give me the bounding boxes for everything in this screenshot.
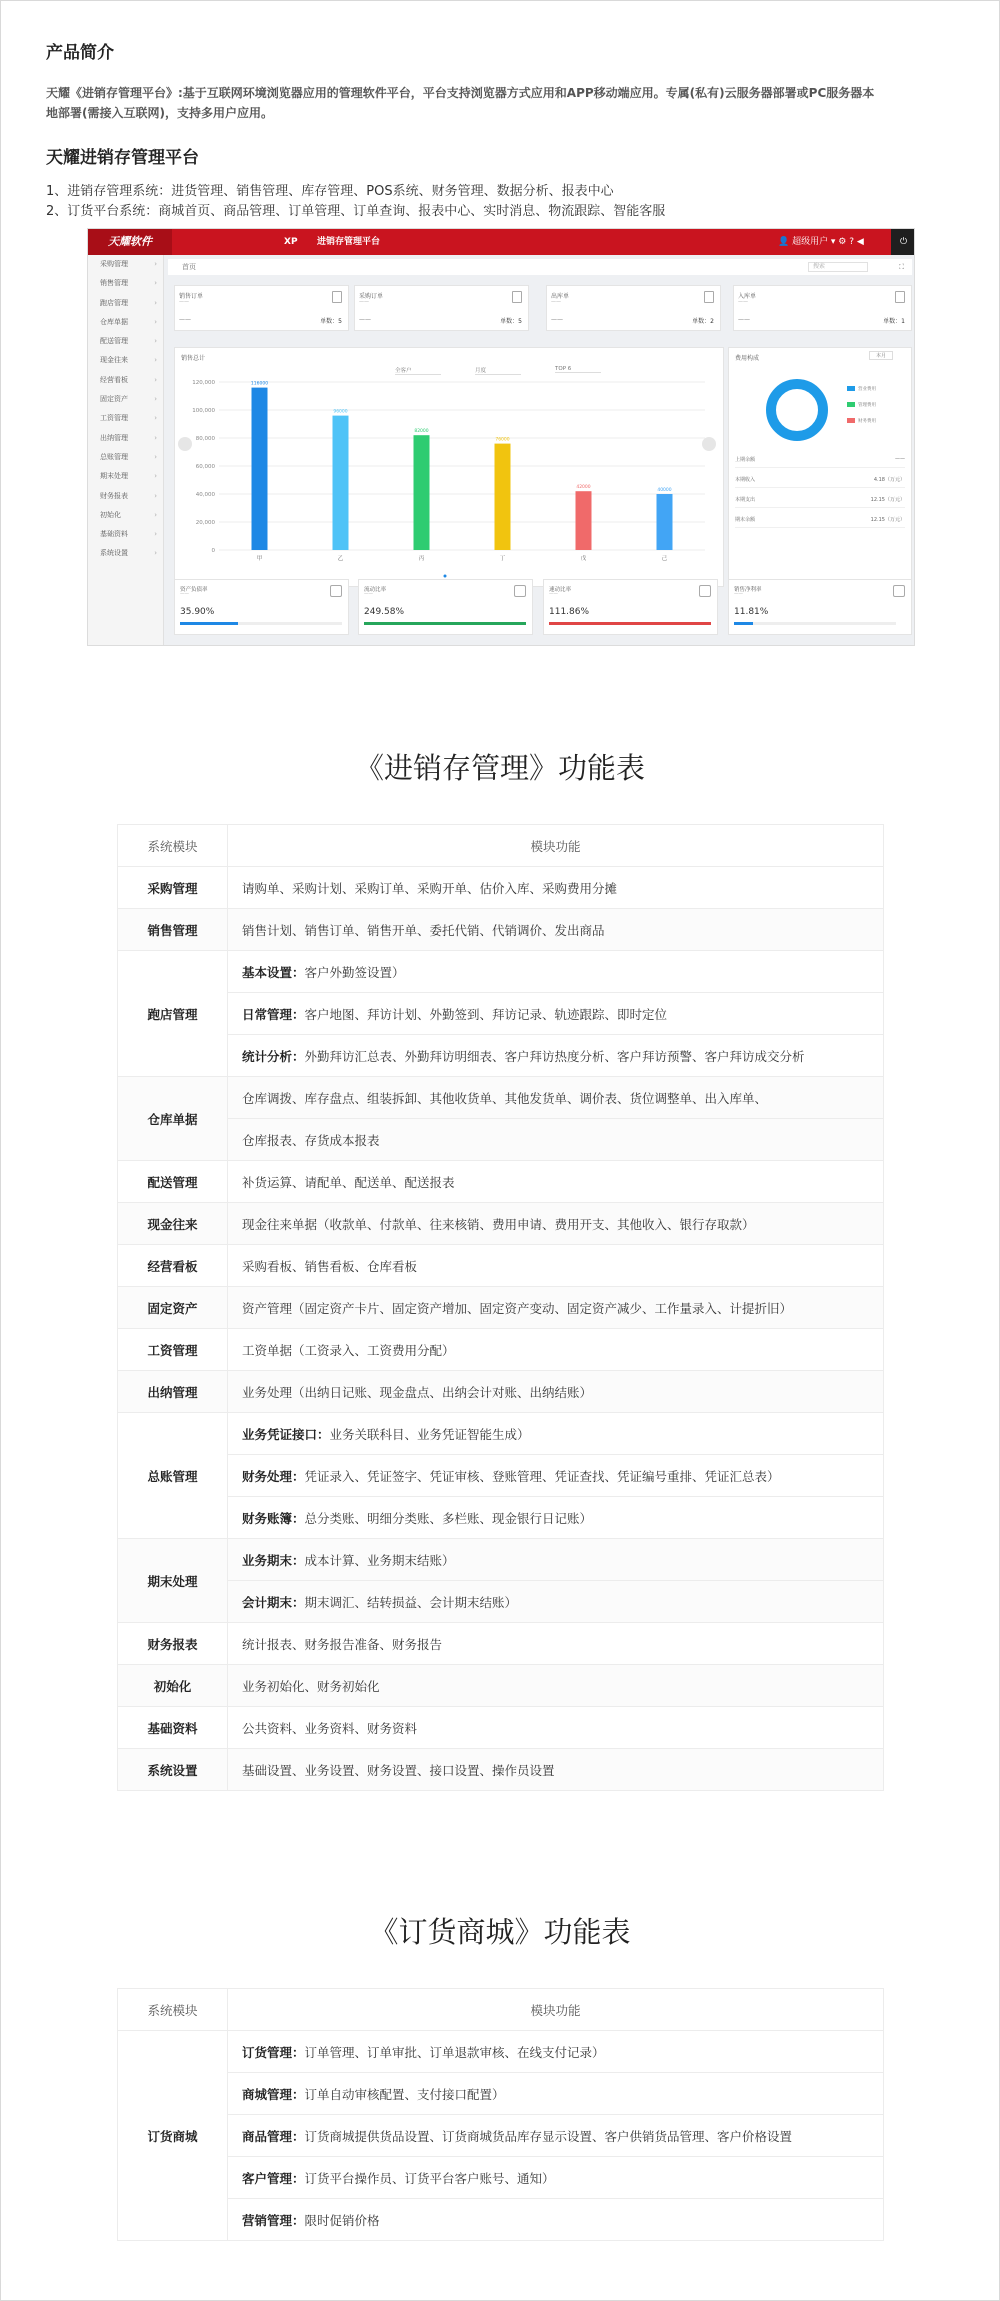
chart-filter-period[interactable]: 月度 <box>475 366 521 375</box>
card-title: 销售订单 <box>179 293 204 300</box>
module-function <box>228 2199 884 2241</box>
table-row <box>118 1623 884 1665</box>
function-text: 请购单、采购计划、采购订单、采购开单、估价入库、采购费用分摊 <box>242 880 618 896</box>
expense-row <box>735 456 905 468</box>
app-sidebar-item[interactable]: 总账管理 › <box>88 448 163 467</box>
app-sidebar-item[interactable]: 固定资产 › <box>88 390 163 409</box>
bar-value-label: 116000 <box>250 381 269 387</box>
table-row <box>118 1413 884 1455</box>
app-sidebar-item[interactable]: 仓库单据 › <box>88 313 163 332</box>
expense-period-dropdown[interactable]: 本月 <box>869 351 893 360</box>
module-function <box>228 1371 884 1413</box>
x-category-label: 丙 <box>418 556 425 562</box>
module-name: 基础资料 <box>118 1707 228 1749</box>
table-row <box>118 1161 884 1203</box>
function-text: 仓库报表、存货成本报表 <box>242 1132 380 1148</box>
module-function <box>228 1203 884 1245</box>
legend-item: 管理费用 <box>847 402 876 408</box>
table-row <box>118 1329 884 1371</box>
module-function <box>228 1749 884 1791</box>
function-label: 营销管理： <box>242 2212 305 2228</box>
module-name: 跑店管理 <box>118 951 228 1077</box>
bar-value-label: 42000 <box>576 485 591 491</box>
expense-row-value: 4.18（万元） <box>873 477 905 483</box>
table-row <box>118 909 884 951</box>
table-row <box>118 1749 884 1791</box>
legend-item: 财务费用 <box>847 418 876 424</box>
app-sidebar-item[interactable]: 经营看板 › <box>88 371 163 390</box>
power-icon[interactable]: ⏻ <box>891 229 915 255</box>
function-text: 采购看板、销售看板、仓库看板 <box>242 1258 418 1274</box>
function-text: 现金往来单据（收款单、付款单、往来核销、费用申请、费用开支、其他收入、银行存取款） <box>242 1216 755 1232</box>
function-text: 限时促销价格 <box>304 2212 380 2228</box>
document-icon <box>704 291 714 303</box>
bar-value-label: 82000 <box>414 429 429 435</box>
module-name: 现金往来 <box>118 1203 228 1245</box>
module-function <box>228 1539 884 1581</box>
app-screenshot <box>87 228 915 646</box>
expense-row-value: 12.15（万元） <box>870 497 905 503</box>
function-text: 资产管理（固定资产卡片、固定资产增加、固定资产变动、固定资产减少、工作量录入、计提折旧） <box>242 1300 793 1316</box>
app-breadcrumb <box>168 259 912 275</box>
y-tick-label: 60,000 <box>195 464 215 470</box>
app-logo: 天耀软件 <box>88 229 172 255</box>
ratio-progress <box>734 622 896 625</box>
app-sidebar-item[interactable]: 现金往来 › <box>88 351 163 370</box>
app-top-bar <box>88 229 915 255</box>
table-row <box>118 951 884 993</box>
module-function <box>228 2031 884 2073</box>
module-function <box>228 1119 884 1161</box>
card-subtitle: —— <box>179 299 189 305</box>
function-label: 业务期末： <box>242 1552 305 1568</box>
card-subtitle: —— <box>551 299 561 305</box>
table-row <box>118 1203 884 1245</box>
document-icon <box>895 291 905 303</box>
fullscreen-icon[interactable]: ⛶ <box>899 263 904 271</box>
module-name: 系统设置 <box>118 1749 228 1791</box>
module-name: 订货商城 <box>118 2031 228 2241</box>
intro-section <box>46 38 946 222</box>
function-label: 订货管理： <box>242 2044 305 2060</box>
function-text: 业务处理（出纳日记账、现金盘点、出纳会计对账、出纳结账） <box>242 1384 593 1400</box>
function-label: 统计分析： <box>242 1048 305 1064</box>
module-function <box>228 909 884 951</box>
function-text: 统计报表、财务报告准备、财务报告 <box>242 1636 443 1652</box>
function-text: 外勤拜访汇总表、外勤拜访明细表、客户拜访热度分析、客户拜访预警、客户拜访成交分析 <box>304 1048 805 1064</box>
card-title: 采购订单 <box>359 293 384 300</box>
expense-row-label: 期末余额 <box>735 517 756 523</box>
legend-item: 营业费用 <box>847 386 876 392</box>
bar[interactable] <box>495 444 511 550</box>
app-sidebar <box>88 255 164 646</box>
chart-icon <box>699 585 711 597</box>
intro-heading: 产品简介 <box>46 43 114 63</box>
table-row <box>118 1077 884 1119</box>
header-module: 系统模块 <box>118 1989 228 2031</box>
module-function <box>228 993 884 1035</box>
table-row <box>118 867 884 909</box>
x-category-label: 甲 <box>256 556 263 562</box>
chart-title: 销售总计 <box>181 355 206 362</box>
app-title: 进销存管理平台 <box>317 237 381 247</box>
function-text: 订单管理、订单审批、订单退款审核、在线支付记录） <box>304 2044 605 2060</box>
function-label: 基本设置： <box>242 964 305 980</box>
expense-row-value: 12.15（万元） <box>870 517 905 523</box>
app-sidebar-item[interactable]: 配送管理 › <box>88 332 163 351</box>
table-row <box>118 1245 884 1287</box>
module-function <box>228 1245 884 1287</box>
expense-row-label: 本期收入 <box>735 477 756 483</box>
app-sidebar-item[interactable]: 期末处理 › <box>88 467 163 486</box>
card-left-value: —— <box>359 316 371 323</box>
ratio-subtitle: —— <box>180 592 189 597</box>
table-row <box>118 1119 884 1161</box>
card-count: 单数：5 <box>500 318 522 325</box>
card-title: 入库单 <box>738 293 757 300</box>
app-top-icons[interactable]: 👤 超级用户 ▾ ⚙ ? ◀ <box>778 237 864 247</box>
table-row <box>118 1371 884 1413</box>
table-row <box>118 993 884 1035</box>
summary-card[interactable] <box>733 285 912 331</box>
y-tick-label: 100,000 <box>192 408 215 414</box>
function-text: 凭证录入、凭证签字、凭证审核、登账管理、凭证查找、凭证编号重排、凭证汇总表） <box>304 1468 780 1484</box>
app-sidebar-item[interactable]: 销售管理 › <box>88 274 163 293</box>
module-name: 采购管理 <box>118 867 228 909</box>
ratio-progress <box>364 622 526 625</box>
chart-filter-top[interactable]: TOP 6 <box>555 366 601 373</box>
app-sidebar-item[interactable]: 财务报表 › <box>88 487 163 506</box>
feature-table-mall <box>117 1988 884 2241</box>
module-function <box>228 1455 884 1497</box>
bar[interactable] <box>657 494 673 550</box>
x-category-label: 丁 <box>499 556 506 562</box>
ratio-title: 资产负债率 <box>180 587 208 593</box>
card-title: 出库单 <box>551 293 570 300</box>
ratio-value: 249.58% <box>364 607 405 617</box>
function-label: 日常管理： <box>242 1006 305 1022</box>
intro-description: 天耀《进销存管理平台》:基于互联网环境浏览器应用的管理软件平台，平台支持浏览器方式应用和APP移动端应用。专属(私有)云服务器部署或PC服务器本地部署(需接入互联网)，支持多用户应用。 <box>46 86 875 120</box>
expense-donut-chart <box>757 370 837 450</box>
card-subtitle: —— <box>359 299 369 305</box>
header-module: 系统模块 <box>118 825 228 867</box>
module-name: 配送管理 <box>118 1161 228 1203</box>
module-function <box>228 1665 884 1707</box>
feature-line-1: 1、进销存管理系统：进货管理、销售管理、库存管理、POS系统、财务管理、数据分析、报表中心 <box>46 184 614 199</box>
ratio-value: 11.81% <box>734 607 769 617</box>
module-name: 仓库单据 <box>118 1077 228 1161</box>
ratio-card[interactable] <box>543 579 718 635</box>
bar[interactable] <box>414 435 430 550</box>
card-left-value: —— <box>738 316 750 323</box>
x-category-label: 戊 <box>580 556 587 562</box>
module-function <box>228 2115 884 2157</box>
function-text: 公共资料、业务资料、财务资料 <box>242 1720 418 1736</box>
bar[interactable] <box>576 491 592 550</box>
header-function: 模块功能 <box>228 825 884 867</box>
module-function <box>228 1329 884 1371</box>
carousel-dot[interactable] <box>444 575 447 578</box>
y-tick-label: 80,000 <box>195 436 215 442</box>
app-sidebar-item[interactable]: 系统设置 › <box>88 544 163 563</box>
table-row <box>118 1287 884 1329</box>
app-sidebar-item[interactable]: 跑店管理 › <box>88 294 163 313</box>
module-function <box>228 1161 884 1203</box>
module-name: 初始化 <box>118 1665 228 1707</box>
table-row <box>118 1707 884 1749</box>
ratio-title: 销售净利率 <box>734 587 762 593</box>
module-name: 财务报表 <box>118 1623 228 1665</box>
y-tick-label: 20,000 <box>195 520 215 526</box>
bar-value-label: 96000 <box>333 409 348 415</box>
ratio-card[interactable] <box>358 579 533 635</box>
document-icon <box>512 291 522 303</box>
module-function <box>228 951 884 993</box>
module-function <box>228 1581 884 1623</box>
card-left-value: —— <box>551 316 563 323</box>
ratio-subtitle: —— <box>549 592 558 597</box>
expense-title: 费用构成 <box>735 355 760 362</box>
feature-table-inventory <box>117 824 884 1791</box>
document-icon <box>332 291 342 303</box>
function-text: 补货运算、请配单、配送单、配送报表 <box>242 1174 455 1190</box>
module-name: 经营看板 <box>118 1245 228 1287</box>
ratio-subtitle: —— <box>734 592 743 597</box>
y-tick-label: 0 <box>211 548 215 554</box>
chart-filter-customer[interactable]: 全客户 <box>395 366 441 375</box>
function-text: 订单自动审核配置、支付接口配置） <box>304 2086 505 2102</box>
table-row <box>118 2199 884 2241</box>
table-row <box>118 1497 884 1539</box>
module-name: 期末处理 <box>118 1539 228 1623</box>
expense-row <box>735 476 905 488</box>
summary-card[interactable] <box>174 285 349 331</box>
summary-card[interactable] <box>546 285 721 331</box>
summary-card[interactable] <box>354 285 529 331</box>
function-label: 商品管理： <box>242 2128 305 2144</box>
function-text: 客户地图、拜访计划、外勤签到、拜访记录、轨迹跟踪、即时定位 <box>304 1006 668 1022</box>
function-text: 期末调汇、结转损益、会计期末结账） <box>304 1594 518 1610</box>
function-label: 财务处理： <box>242 1468 305 1484</box>
x-category-label: 乙 <box>337 556 344 562</box>
expense-row-label: 本期支出 <box>735 497 756 503</box>
module-function <box>228 867 884 909</box>
ratio-card[interactable] <box>174 579 349 635</box>
card-count: 单数：5 <box>320 318 342 325</box>
app-sidebar-item[interactable]: 采购管理 › <box>88 255 163 274</box>
expense-panel <box>728 347 912 587</box>
ratio-title: 流动比率 <box>364 587 387 593</box>
function-label: 会计期末： <box>242 1594 305 1610</box>
module-function <box>228 1497 884 1539</box>
table2-title: 《订货商城》功能表 <box>369 1915 631 1949</box>
header-function: 模块功能 <box>228 1989 884 2031</box>
app-xp-label: XP <box>284 237 298 247</box>
chart-icon <box>893 585 905 597</box>
bar[interactable] <box>333 416 349 550</box>
bar-value-label: 76000 <box>495 437 510 443</box>
sales-bar-chart <box>175 348 725 588</box>
ratio-title: 速动比率 <box>549 587 572 593</box>
carousel-prev-button[interactable] <box>178 437 192 451</box>
card-count: 单数：1 <box>883 318 905 325</box>
expense-row <box>735 516 905 528</box>
ratio-subtitle: —— <box>364 592 373 597</box>
table-row <box>118 2073 884 2115</box>
expense-row-label: 上期余额 <box>735 457 756 463</box>
module-function <box>228 2157 884 2199</box>
module-function <box>228 1077 884 1119</box>
module-function <box>228 1035 884 1077</box>
expense-row <box>735 496 905 508</box>
chart-icon <box>514 585 526 597</box>
table-row <box>118 2031 884 2073</box>
module-name: 固定资产 <box>118 1287 228 1329</box>
module-name: 总账管理 <box>118 1413 228 1539</box>
module-name: 销售管理 <box>118 909 228 951</box>
ratio-progress <box>549 622 711 625</box>
card-subtitle: —— <box>738 299 748 305</box>
ratio-progress <box>180 622 342 625</box>
ratio-value: 35.90% <box>180 607 215 617</box>
module-function <box>228 2073 884 2115</box>
app-search-input[interactable]: 搜索 <box>808 262 868 272</box>
function-text: 工资单据（工资录入、工资费用分配） <box>242 1342 455 1358</box>
module-function <box>228 1623 884 1665</box>
function-text: 仓库调拨、库存盘点、组装拆卸、其他收货单、其他发货单、调价表、货位调整单、出入库单、 <box>242 1090 768 1106</box>
card-left-value: —— <box>179 316 191 323</box>
table-row <box>118 2157 884 2199</box>
table-row <box>118 1035 884 1077</box>
function-text: 客户外勤签设置） <box>304 964 405 980</box>
function-text: 成本计算、业务期末结账） <box>304 1552 455 1568</box>
module-function <box>228 1413 884 1455</box>
function-text: 销售计划、销售订单、销售开单、委托代销、代销调价、发出商品 <box>242 922 605 938</box>
function-text: 订货平台操作员、订货平台客户账号、通知） <box>304 2170 555 2186</box>
module-function <box>228 1287 884 1329</box>
chart-icon <box>330 585 342 597</box>
app-sidebar-item[interactable]: 基础资料 › <box>88 525 163 544</box>
table-row <box>118 1665 884 1707</box>
module-name: 出纳管理 <box>118 1371 228 1413</box>
function-label: 商城管理： <box>242 2086 305 2102</box>
module-name: 工资管理 <box>118 1329 228 1371</box>
bar[interactable] <box>252 388 268 550</box>
module-function <box>228 1707 884 1749</box>
function-text: 基础设置、业务设置、财务设置、接口设置、操作员设置 <box>242 1762 555 1778</box>
table-row <box>118 2115 884 2157</box>
table-row <box>118 1581 884 1623</box>
table-row <box>118 1539 884 1581</box>
ratio-card[interactable] <box>728 579 912 635</box>
function-label: 客户管理： <box>242 2170 305 2186</box>
platform-title: 天耀进销存管理平台 <box>46 148 199 168</box>
function-text: 业务关联科目、业务凭证智能生成） <box>329 1426 530 1442</box>
table-row <box>118 1455 884 1497</box>
ratio-value: 111.86% <box>549 607 590 617</box>
expense-row-value: —— <box>895 456 905 462</box>
y-tick-label: 120,000 <box>192 380 215 386</box>
function-text: 总分类账、明细分类账、多栏账、现金银行日记账） <box>304 1510 593 1526</box>
feature-line-2: 2、订货平台系统：商城首页、商品管理、订单管理、订单查询、报表中心、实时消息、物流跟踪、智能客服 <box>46 204 666 219</box>
app-sidebar-item[interactable]: 出纳管理 › <box>88 429 163 448</box>
function-text: 订货商城提供货品设置、订货商城货品库存显示设置、客户供销货品管理、客户价格设置 <box>304 2128 793 2144</box>
bar-value-label: 40000 <box>657 488 672 493</box>
x-category-label: 己 <box>661 556 668 562</box>
carousel-next-button[interactable] <box>702 437 716 451</box>
function-label: 业务凭证接口： <box>242 1426 330 1442</box>
function-label: 财务账簿： <box>242 1510 305 1526</box>
sales-chart-panel <box>174 347 724 587</box>
breadcrumb-home[interactable]: 首页 <box>182 263 196 271</box>
table1-title: 《进销存管理》功能表 <box>354 751 645 785</box>
card-count: 单数：2 <box>692 318 714 325</box>
app-sidebar-item[interactable]: 工资管理 › <box>88 409 163 428</box>
app-sidebar-item[interactable]: 初始化 › <box>88 506 163 525</box>
function-text: 业务初始化、财务初始化 <box>242 1678 380 1694</box>
y-tick-label: 40,000 <box>195 492 215 498</box>
